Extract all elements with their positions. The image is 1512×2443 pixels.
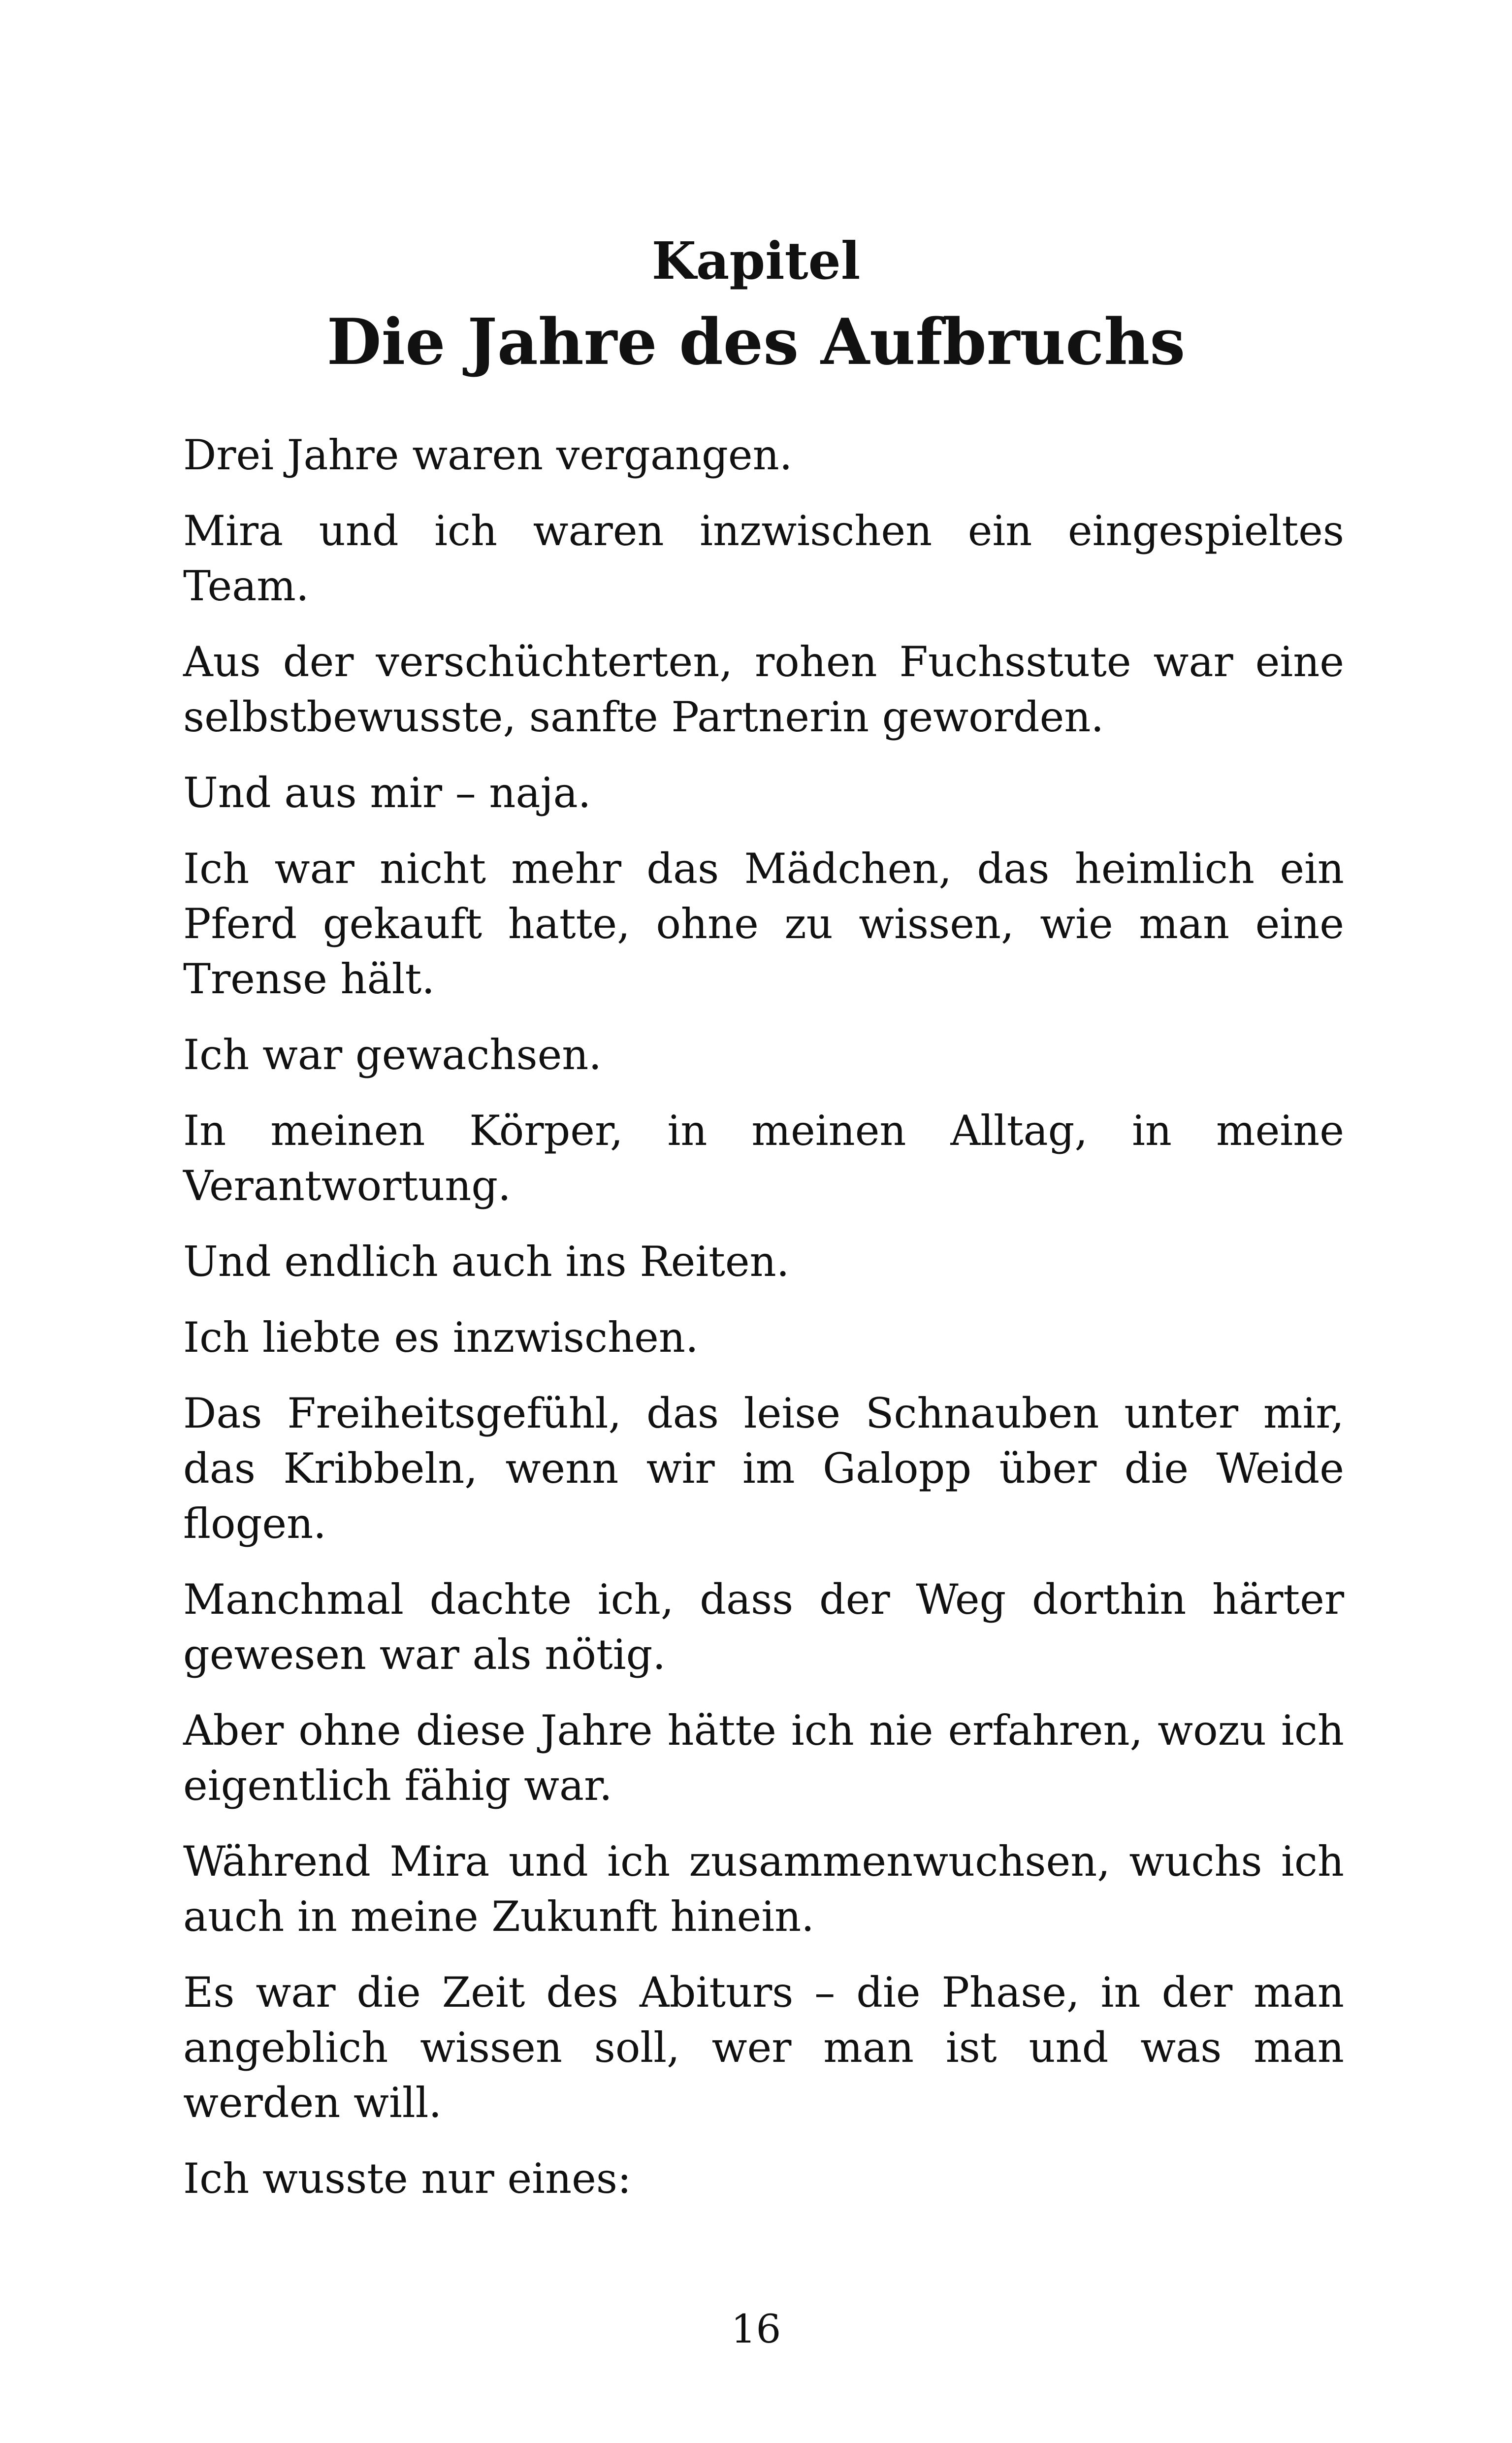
paragraph: Aber ohne diese Jahre hätte ich nie erfahren, wozu ich eigentlich fähig war. [183, 1706, 1344, 1810]
paragraph: Mira und ich waren inzwischen ein eingespieltes Team. [183, 507, 1344, 610]
paragraph: Ich war nicht mehr das Mädchen, das heimlich ein Pferd gekauft hatte, ohne zu wissen, wie man eine Trense hält. [183, 845, 1344, 1003]
paragraph: Ich wusste nur eines: [183, 2154, 632, 2203]
page-number: 16 [731, 2306, 781, 2352]
paragraph: Manchmal dachte ich, dass der Weg dorthin härter gewesen war als nötig. [183, 1575, 1344, 1679]
paragraph: Drei Jahre waren vergangen. [183, 431, 793, 479]
paragraph: In meinen Körper, in meinen Alltag, in meine Verantwortung. [183, 1107, 1344, 1210]
paragraph: Und aus mir – naja. [183, 769, 591, 817]
paragraph: Aus der verschüchterten, rohen Fuchsstute war eine selbstbewusste, sanfte Partnerin geworden. [183, 638, 1344, 741]
paragraph: Ich liebte es inzwischen. [183, 1313, 699, 1362]
paragraph: Es war die Zeit des Abiturs – die Phase, in der man angeblich wissen soll, wer man ist und was man werden will. [183, 1968, 1344, 2127]
chapter-title: Die Jahre des Aufbruchs [326, 305, 1186, 379]
chapter-label: Kapitel [651, 230, 861, 291]
paragraph: Das Freiheitsgefühl, das leise Schnauben unter mir, das Kribbeln, wenn wir im Galopp über die Weide flogen. [183, 1389, 1344, 1548]
paragraph: Und endlich auch ins Reiten. [183, 1238, 790, 1286]
paragraph: Ich war gewachsen. [183, 1031, 602, 1079]
paragraph: Während Mira und ich zusammenwuchsen, wuchs ich auch in meine Zukunft hinein. [183, 1837, 1344, 1941]
body-text [183, 427, 1344, 2227]
